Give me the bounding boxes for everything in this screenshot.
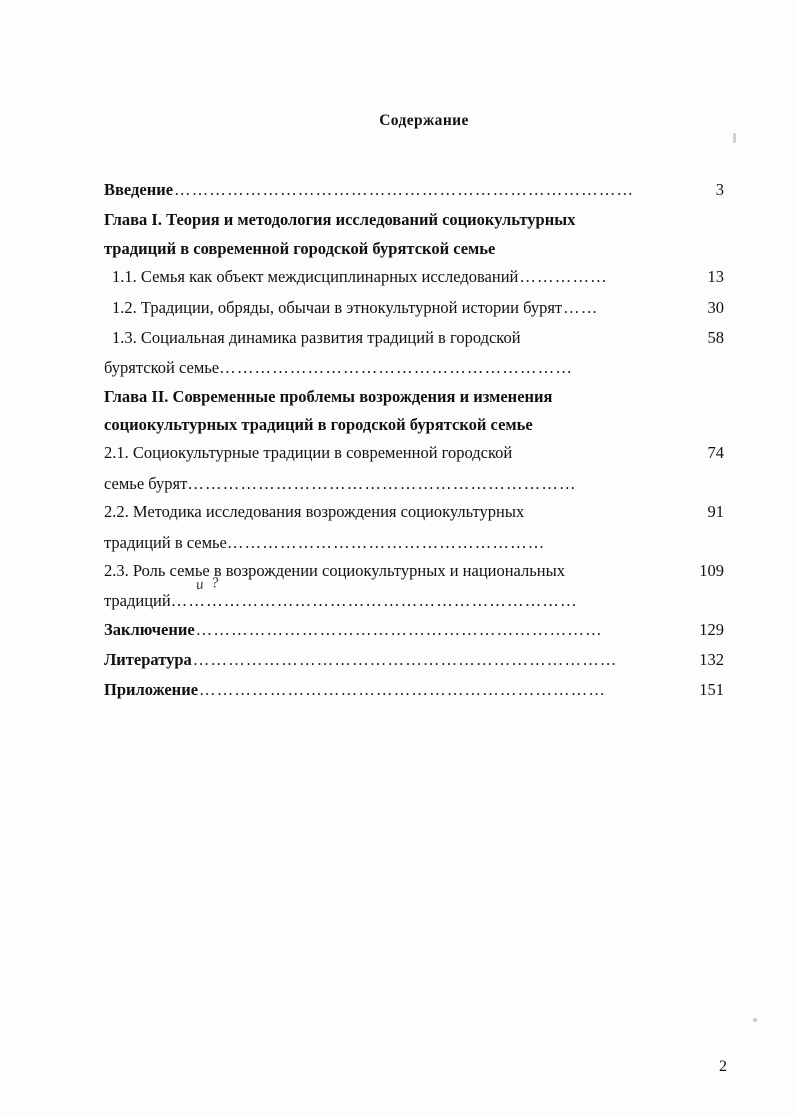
- toc-entry: [104, 676, 724, 704]
- toc-entry-label: 1.3. Социальная динамика развития традиций в городской: [112, 327, 521, 347]
- scan-artifact-mark: [753, 1018, 757, 1022]
- toc-entry-label: 2.1. Социокультурные традиции в современной городской: [104, 443, 513, 463]
- toc-chapter-heading-line: традиций в современной городской бурятской семье: [104, 238, 496, 258]
- toc-entry-label: 1.1. Семья как объект междисциплинарных исследований: [112, 267, 519, 287]
- toc-entry: [104, 263, 724, 291]
- toc-entry: [104, 176, 724, 204]
- toc-entry-label-continuation: традиций: [104, 591, 171, 611]
- toc-leader: ………………………………………………: [226, 532, 546, 552]
- toc-page-number: 30: [707, 297, 724, 317]
- toc-entry: [104, 294, 724, 322]
- toc-page-number: 3: [715, 180, 724, 199]
- toc-page-number-placeholder: [678, 470, 724, 498]
- toc-entry-label: Заключение: [104, 619, 195, 639]
- toc-chapter-heading: [104, 383, 724, 440]
- toc-entry-label: Введение: [104, 180, 174, 199]
- toc-entry: [104, 324, 724, 352]
- toc-page-number: 132: [699, 650, 724, 669]
- toc-page-number-placeholder: [678, 354, 724, 382]
- toc-entry-label-continuation: семье бурят: [104, 473, 188, 493]
- toc-chapter-heading-line: социокультурных традиций в городской бурятской семье: [104, 415, 533, 434]
- page-folio-number: 2: [719, 1058, 727, 1075]
- toc-entry: [104, 646, 724, 674]
- table-of-contents: [104, 112, 724, 707]
- toc-entry-continuation: [104, 470, 724, 498]
- toc-page-number-placeholder: [678, 587, 724, 615]
- toc-chapter-heading-line: Глава I. Теория и методология исследований социокультурных: [104, 210, 576, 230]
- toc-entry-label: Литература: [104, 650, 192, 669]
- toc-entry-label-continuation: традиций в семье: [104, 532, 227, 552]
- toc-entry-continuation: [104, 354, 724, 382]
- toc-leader: ……………………………………………………………………: [174, 180, 635, 199]
- handwritten-annotation: и ?: [195, 574, 222, 594]
- toc-page-number: 91: [707, 502, 724, 522]
- toc-page-number: 58: [707, 327, 724, 347]
- toc-entry-continuation: [104, 529, 724, 557]
- toc-page-number: 151: [699, 680, 724, 700]
- scan-artifact-mark: [733, 133, 736, 143]
- toc-leader: ……………………………………………………: [219, 358, 574, 378]
- toc-page-number-placeholder: [678, 529, 724, 557]
- toc-leader: ……………………………………………………………: [195, 619, 603, 639]
- toc-entry-label: 2.2. Методика исследования возрождения социокультурных: [104, 502, 525, 522]
- toc-leader: ……………………………………………………………: [199, 680, 607, 700]
- page-title: Содержание: [379, 112, 469, 129]
- toc-leader: ……: [563, 297, 599, 317]
- toc-page-number: 109: [699, 560, 724, 580]
- toc-leader: ……………: [519, 267, 608, 287]
- toc-leader: …………………………………………………………: [187, 473, 577, 493]
- toc-entry-label-continuation: бурятской семье: [104, 358, 220, 378]
- toc-entry-label: 1.2. Традиции, обряды, обычаи в этнокультурной истории бурят: [112, 297, 563, 317]
- toc-chapter-heading-line: Глава II. Современные проблемы возрождения и изменения: [104, 386, 553, 406]
- toc-leader: ……………………………………………………………: [170, 591, 578, 611]
- toc-page-number: 129: [699, 619, 724, 639]
- toc-chapter-heading: [104, 206, 724, 263]
- toc-entry: [104, 616, 724, 644]
- toc-entry-label: Приложение: [104, 680, 199, 700]
- toc-entry: [104, 439, 724, 467]
- toc-page-number: 13: [707, 267, 724, 287]
- toc-page-number: 74: [707, 443, 724, 463]
- toc-entry: [104, 498, 724, 526]
- toc-entry-label: 2.3. Роль семье в возрождении социокультурных и национальных: [104, 560, 565, 580]
- toc-leader: ………………………………………………………………: [192, 650, 618, 669]
